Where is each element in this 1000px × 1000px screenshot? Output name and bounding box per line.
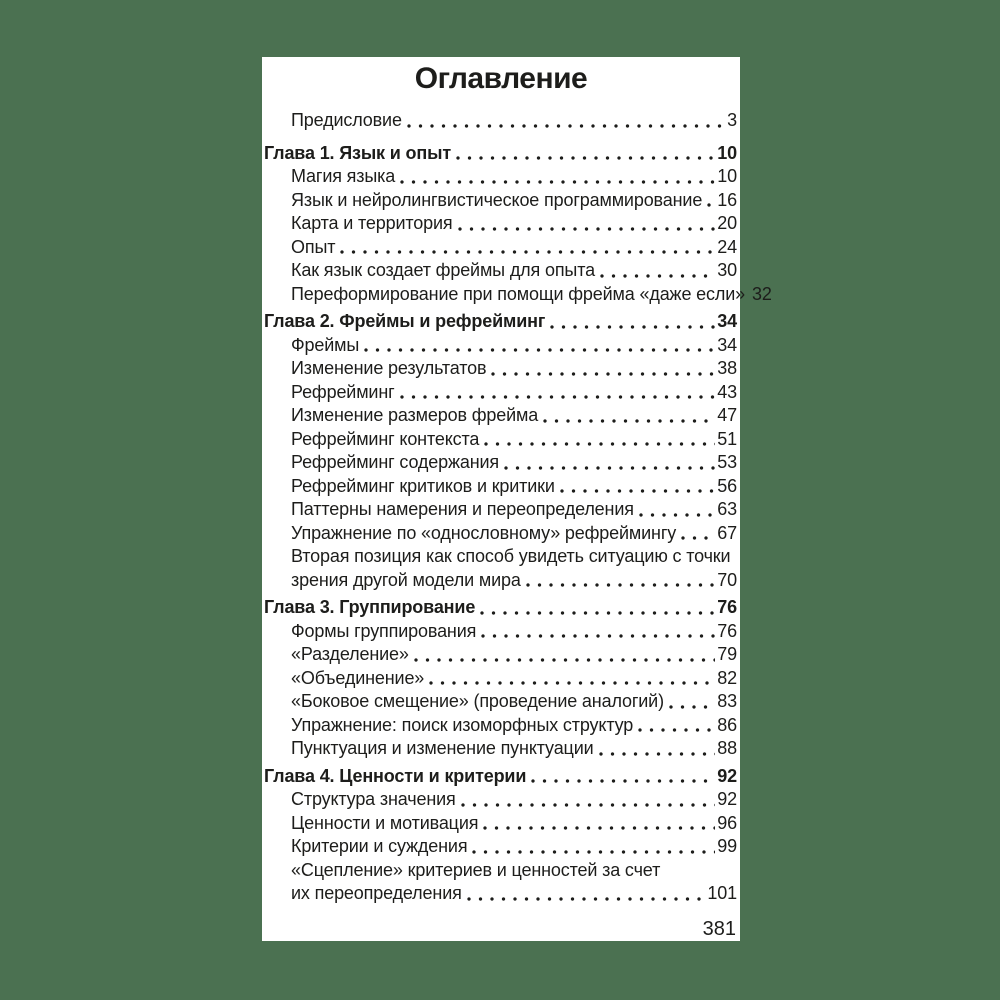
toc-entry bbox=[264, 812, 737, 836]
toc-entry bbox=[264, 428, 737, 452]
toc-entry-page: 32 bbox=[751, 283, 772, 304]
toc-entry bbox=[264, 522, 737, 546]
toc-entry bbox=[264, 310, 737, 334]
toc-entry-page: 10 bbox=[717, 142, 737, 163]
toc-entry-title: Глава 4. Ценности и критерии bbox=[264, 765, 527, 786]
toc-entry bbox=[264, 859, 737, 883]
toc-entry-title: Глава 1. Язык и опыт bbox=[264, 142, 451, 163]
dot-leader bbox=[600, 274, 715, 278]
toc-entry-title: Язык и нейролингвистическое программирование bbox=[291, 189, 703, 210]
dot-leader bbox=[669, 705, 715, 709]
dot-leader bbox=[484, 442, 715, 446]
toc-entry-page: 3 bbox=[727, 110, 737, 130]
toc-entry bbox=[264, 189, 737, 213]
toc-entry bbox=[264, 714, 737, 738]
dot-leader bbox=[400, 180, 715, 184]
toc-entry-page: 92 bbox=[717, 789, 737, 809]
dot-leader bbox=[472, 850, 715, 854]
toc-entry-title: Рефрейминг критиков и критики bbox=[291, 475, 555, 496]
toc-entry-page: 96 bbox=[717, 812, 737, 833]
toc-entry-page: 53 bbox=[717, 452, 737, 472]
toc-entry-page: 34 bbox=[717, 334, 737, 355]
toc-entry bbox=[264, 569, 737, 593]
toc-entry bbox=[264, 620, 737, 644]
dot-leader bbox=[550, 325, 715, 329]
toc-entry-title: Рефрейминг содержания bbox=[291, 452, 500, 472]
toc-entry-page: 24 bbox=[717, 236, 737, 257]
folio-page-number: 381 bbox=[702, 918, 736, 940]
toc-entry-title: Переформирование при помощи фрейма «даже если» bbox=[291, 283, 745, 304]
dot-leader bbox=[560, 489, 715, 493]
toc-entry bbox=[264, 142, 737, 166]
toc-entry-title: Формы группирования bbox=[291, 620, 477, 641]
dot-leader bbox=[467, 897, 706, 901]
toc-entry-title: Глава 3. Группирование bbox=[264, 597, 476, 617]
toc-entry bbox=[264, 451, 737, 475]
toc-entry-title: «Разделение» bbox=[291, 644, 409, 664]
toc-entry-title: Изменение размеров фрейма bbox=[291, 405, 539, 425]
toc-entry bbox=[264, 498, 737, 522]
toc-entry bbox=[264, 334, 737, 358]
toc-entry bbox=[264, 381, 737, 405]
toc-entry-title: Вторая позиция как способ увидеть ситуацию с точки bbox=[291, 546, 731, 566]
toc-entry-title: их переопределения bbox=[291, 883, 462, 903]
toc-entry-title: Карта и территория bbox=[291, 213, 453, 233]
dot-leader bbox=[599, 752, 716, 756]
toc-entry-page: 70 bbox=[717, 569, 737, 590]
dot-leader bbox=[461, 803, 716, 807]
toc-entry-page: 101 bbox=[707, 883, 737, 903]
dot-leader bbox=[340, 250, 715, 254]
toc-entry bbox=[264, 596, 737, 620]
toc-entry bbox=[264, 236, 737, 260]
toc-entry-title: Паттерны намерения и переопределения bbox=[291, 499, 634, 519]
toc-entry bbox=[264, 357, 737, 381]
toc-entry-page: 38 bbox=[717, 358, 737, 378]
dot-leader bbox=[480, 611, 715, 615]
toc-entry-page: 92 bbox=[717, 765, 737, 786]
dot-leader bbox=[638, 728, 715, 732]
dot-leader bbox=[407, 124, 725, 128]
dot-leader bbox=[543, 419, 715, 423]
toc-list bbox=[262, 109, 772, 906]
dot-leader bbox=[429, 681, 715, 685]
dot-leader bbox=[681, 536, 715, 540]
toc-entry bbox=[264, 788, 737, 812]
toc-entry-title: Рефрейминг bbox=[291, 381, 395, 402]
toc-entry-title: Ценности и мотивация bbox=[291, 812, 479, 833]
toc-entry-title: Как язык создает фреймы для опыта bbox=[291, 260, 595, 280]
toc-entry bbox=[264, 737, 737, 761]
toc-entry bbox=[264, 835, 737, 859]
toc-entry-title: Упражнение по «однословному» рефреймингу bbox=[291, 522, 677, 543]
toc-entry bbox=[264, 165, 737, 189]
toc-entry-title: Критерии и суждения bbox=[291, 836, 468, 856]
toc-entry-title: Упражнение: поиск изоморфных структур bbox=[291, 714, 634, 735]
toc-entry bbox=[264, 765, 737, 789]
toc-entry bbox=[264, 259, 737, 283]
toc-entry-page: 83 bbox=[717, 691, 737, 711]
toc-entry-title: Рефрейминг контекста bbox=[291, 428, 480, 449]
toc-entry-page: 63 bbox=[717, 499, 737, 519]
toc-entry-title: Опыт bbox=[291, 236, 336, 257]
toc-entry-page: 76 bbox=[717, 597, 737, 617]
toc-entry bbox=[264, 545, 737, 569]
dot-leader bbox=[531, 779, 715, 783]
toc-entry-title: зрения другой модели мира bbox=[291, 569, 521, 590]
toc-entry bbox=[264, 667, 737, 691]
toc-entry bbox=[264, 690, 737, 714]
toc-entry-page: 43 bbox=[717, 381, 737, 402]
toc-entry bbox=[264, 404, 737, 428]
toc-entry-title: Предисловие bbox=[291, 110, 402, 130]
toc-entry-page: 30 bbox=[717, 260, 737, 280]
dot-leader bbox=[639, 513, 715, 517]
toc-entry-page: 79 bbox=[717, 644, 737, 664]
page-title: Оглавление bbox=[414, 62, 588, 95]
dot-leader bbox=[456, 156, 715, 160]
dot-leader bbox=[458, 227, 716, 231]
toc-entry-title: Изменение результатов bbox=[291, 358, 487, 378]
dot-leader bbox=[414, 658, 716, 662]
toc-entry-title: Глава 2. Фреймы и рефрейминг bbox=[264, 311, 546, 331]
toc-entry-page: 51 bbox=[717, 428, 737, 449]
toc-entry-page: 47 bbox=[717, 405, 737, 425]
toc-entry-title: Пунктуация и изменение пунктуации bbox=[291, 738, 594, 758]
dot-leader bbox=[504, 466, 715, 470]
toc-entry bbox=[264, 212, 737, 236]
dot-leader bbox=[707, 203, 715, 207]
toc-entry-title: Магия языка bbox=[291, 166, 396, 186]
dot-leader bbox=[665, 873, 735, 877]
toc-entry bbox=[264, 475, 737, 499]
dot-leader bbox=[483, 826, 715, 830]
toc-entry-page: 16 bbox=[717, 189, 737, 210]
dot-leader bbox=[400, 395, 716, 399]
toc-entry-title: Фреймы bbox=[291, 334, 360, 355]
toc-entry bbox=[264, 109, 737, 133]
dot-leader bbox=[526, 583, 716, 587]
toc-entry-page: 99 bbox=[717, 836, 737, 856]
toc-entry-page: 86 bbox=[717, 714, 737, 735]
toc-entry-page: 56 bbox=[717, 475, 737, 496]
toc-entry bbox=[264, 283, 772, 307]
toc-entry-title: «Сцепление» критериев и ценностей за счет bbox=[291, 859, 661, 880]
toc-entry-title: Структура значения bbox=[291, 789, 456, 809]
toc-entry-page: 20 bbox=[717, 213, 737, 233]
toc-entry-title: «Объединение» bbox=[291, 667, 425, 688]
toc-entry-page: 34 bbox=[717, 311, 737, 331]
dot-leader bbox=[364, 348, 715, 352]
toc-entry-page: 10 bbox=[717, 166, 737, 186]
dot-leader bbox=[481, 634, 715, 638]
toc-entry-page: 82 bbox=[717, 667, 737, 688]
dot-leader bbox=[491, 372, 715, 376]
toc-entry bbox=[264, 882, 737, 906]
toc-entry-title: «Боковое смещение» (проведение аналогий) bbox=[291, 691, 664, 711]
toc-entry-page: 67 bbox=[717, 522, 737, 543]
toc-entry bbox=[264, 643, 737, 667]
book-page bbox=[262, 57, 772, 941]
toc-entry-page: 76 bbox=[717, 620, 737, 641]
toc-entry-page: 88 bbox=[717, 738, 737, 758]
